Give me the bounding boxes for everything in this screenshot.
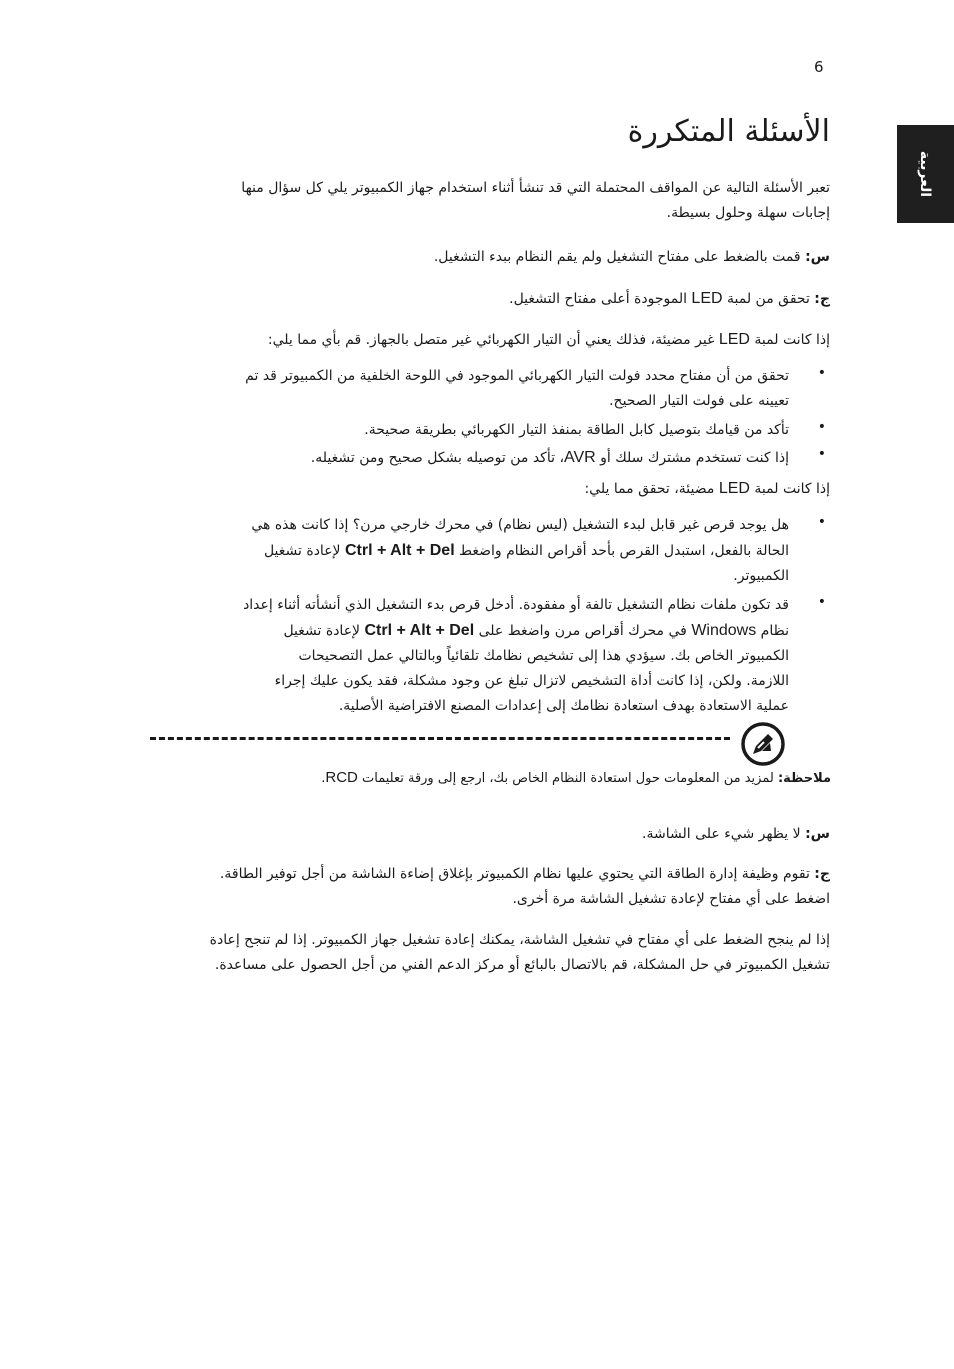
led-on-bullet-2-line-3: الكمبيوتر الخاص بك. سيؤدي هذا إلى تشخيص نظامك تلقائياً وبالتالي عمل التصحيحات [298, 648, 789, 664]
led-on-bullet-2-line-5: عملية الاستعادة بهدف استعادة نظامك إلى إعدادات المصنع الافتراضية الأصلية. [338, 698, 789, 714]
answer-1-text-after: الموجودة أعلى مفتاح التشغيل. [509, 291, 692, 307]
answer-2-label: ج: [814, 866, 830, 882]
language-side-tab [897, 125, 954, 223]
answer-2 [220, 862, 830, 912]
led-on-text-before: إذا كانت لمبة [749, 481, 830, 497]
bullet-marker: • [817, 594, 826, 610]
led-off-bullet-3-before: إذا كنت تستخدم مشترك سلك أو [595, 450, 789, 466]
led-off-text-before: إذا كانت لمبة [749, 332, 830, 348]
led-on-bullet-1-line-1: هل يوجد قرص غير قابل لبدء التشغيل (ليس نظام) في محرك خارجي مرن؟ إذا كانت هذه هي [251, 517, 789, 533]
led-on-text-after: مضيئة، تحقق مما يلي: [584, 481, 719, 497]
answer-2-followup-line-1: إذا لم ينجح الضغط على أي مفتاح في تشغيل الشاشة، يمكنك إعادة تشغيل جهاز الكمبيوتر. إذا لم تنجح إعادة [209, 932, 830, 948]
led-off-intro [268, 327, 830, 353]
led-on-bullet-2-line-2-before: نظام [756, 623, 789, 639]
led-on-bullet-1-line-3: الكمبيوتر. [733, 568, 789, 584]
note-pencil-icon [740, 721, 786, 767]
question-2-label: س: [805, 826, 830, 842]
note-divider [150, 737, 730, 740]
answer-2-line-2: اضغط على أي مفتاح لإعادة تشغيل الشاشة مرة أخرى. [512, 891, 830, 907]
answer-2-line-1-text: تقوم وظيفة إدارة الطاقة التي يحتوي عليها نظام الكمبيوتر بإغلاق إضاءة الشاشة من أجل توفير الطاقة. [219, 866, 815, 882]
bullet-marker: • [817, 419, 826, 435]
bullet-marker: • [817, 446, 826, 462]
led-off-bullet-1 [245, 364, 789, 414]
led-off-bullet-1-line-2: تعيينه على فولت التيار الصحيح. [609, 393, 789, 409]
keyboard-shortcut: Ctrl + Alt + Del [344, 542, 455, 559]
note-rcd: RCD [325, 769, 358, 786]
led-on-bullet-2-line-1: قد تكون ملفات نظام التشغيل تالفة أو مفقودة. أدخل قرص بدء التشغيل الذي أنشأته أثناء إعداد [243, 597, 789, 613]
bullet-marker: • [817, 514, 826, 530]
answer-2-line-1 [220, 862, 830, 887]
answer-2-followup-line-2: تشغيل الكمبيوتر في حل المشكلة، قم بالاتصال بالبائع أو مركز الدعم الفني من أجل الحصول على مساعدة. [214, 957, 830, 973]
bullet-marker: • [817, 365, 826, 381]
question-1-text: قمت بالضغط على مفتاح التشغيل ولم يقم النظام ببدء التشغيل. [433, 249, 806, 265]
answer-1-text-before: تحقق من لمبة [722, 291, 815, 307]
keyboard-shortcut: Ctrl + Alt + Del [364, 622, 475, 639]
intro-paragraph [241, 176, 830, 226]
question-1-label: س: [805, 249, 830, 265]
page-number: 6 [814, 58, 824, 76]
intro-line-1: تعبر الأسئلة التالية عن المواقف المحتملة التي قد تنشأ أثناء استخدام جهاز الكمبيوتر يلي كل سؤال منها [241, 180, 830, 196]
answer-1-label: ج: [814, 291, 830, 307]
led-on-led: LED [718, 480, 750, 497]
led-off-bullet-3 [311, 445, 789, 471]
led-on-bullet-2-line-2-mid: في محرك أقراص مرن واضغط على [474, 623, 692, 639]
question-2 [642, 822, 830, 847]
led-off-bullet-1-line-1: تحقق من أن مفتاح محدد فولت التيار الكهربائي الموجود في اللوحة الخلفية من الكمبيوتر قد تم [245, 368, 789, 384]
answer-2-followup [210, 928, 830, 978]
note-text-after: . [321, 771, 326, 786]
led-on-bullet-1-line-2-before: الحالة بالفعل، استبدل القرص بأحد أقراص النظام واضغط [454, 543, 789, 559]
answer-1-led: LED [691, 290, 723, 307]
led-off-bullet-3-avr: AVR [563, 449, 596, 466]
led-on-bullet-1-line-2-after: لإعادة تشغيل [263, 543, 345, 559]
led-off-bullet-2 [364, 418, 789, 443]
intro-line-2: إجابات سهلة وحلول بسيطة. [666, 205, 830, 221]
led-off-led: LED [718, 331, 750, 348]
question-2-text: لا يظهر شيء على الشاشة. [642, 826, 806, 842]
led-on-bullet-1 [251, 513, 789, 589]
page-title: الأسئلة المتكررة [627, 114, 830, 149]
led-off-bullet-2-line-1: تأكد من قيامك بتوصيل كابل الطاقة بمنفذ التيار الكهربائي بطريقة صحيحة. [364, 422, 789, 438]
led-on-bullet-2-line-2 [243, 618, 789, 644]
led-on-bullet-2-line-2-after: لإعادة تشغيل [283, 623, 365, 639]
note-text-before: لمزيد من المعلومات حول استعادة النظام الخاص بك، ارجع إلى ورقة تعليمات [357, 771, 778, 786]
led-off-text-after: غير مضيئة، فذلك يعني أن التيار الكهربائي غير متصل بالجهاز. قم بأي مما يلي: [267, 332, 719, 348]
language-side-tab-label: العربية [917, 150, 934, 198]
led-off-bullet-3-after: ، تأكد من توصيله بشكل صحيح ومن تشغيله. [310, 450, 564, 466]
led-on-intro [584, 476, 830, 502]
windows-label: Windows [691, 622, 757, 639]
led-on-bullet-2-line-4: اللازمة. ولكن، إذا كانت أداة التشخيص لاتزال تبلغ عن وجود مشكلة، فقد يكون عليك إجراء [274, 673, 789, 689]
note-text [321, 767, 831, 790]
question-1 [434, 245, 830, 270]
note-label: ملاحظة: [777, 771, 831, 786]
led-on-bullet-1-line-2 [251, 538, 789, 564]
led-on-bullet-2 [243, 593, 789, 719]
answer-1 [509, 286, 830, 312]
